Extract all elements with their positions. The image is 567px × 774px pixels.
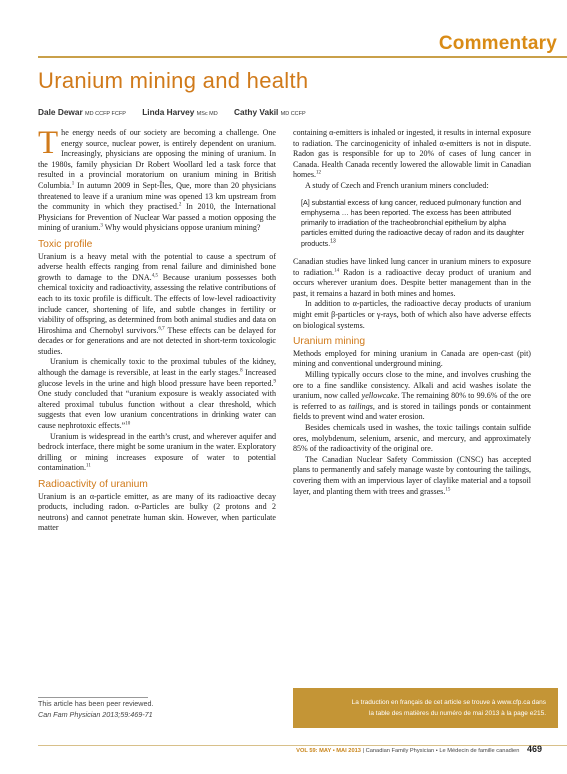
reference-mark: 11 bbox=[86, 463, 91, 469]
section-heading-radioactivity: Radioactivity of uranium bbox=[38, 479, 148, 490]
body-paragraph bbox=[293, 257, 531, 299]
section-label: Commentary bbox=[438, 33, 557, 54]
right-column bbox=[293, 128, 531, 497]
reference-mark: 1 bbox=[71, 181, 75, 187]
drop-cap: T bbox=[38, 125, 59, 161]
body-text: Radon is a radioactive decay product of uranium and occurs wherever uranium does. Despite better management than in the past, it remains a hazard in both mines and homes. bbox=[293, 267, 532, 298]
body-text: These effects can be delayed for decades or for generations and are not detected in short-term toxicologic studies. bbox=[38, 325, 276, 356]
author-credentials: MD CCFP bbox=[280, 111, 306, 117]
emphasis-term: tailings bbox=[348, 401, 373, 411]
body-text: Uranium is widespread in the earth’s crust, and wherever aquifer and bedrock interface, there might be some uranium in the water. Exploratory drilling or mining increases exposure of water to potential contamination. bbox=[38, 431, 276, 473]
citation: Can Fam Physician 2013;59:469-71 bbox=[38, 710, 153, 719]
intro-paragraph bbox=[38, 125, 276, 234]
reference-mark: 8 bbox=[240, 368, 243, 374]
body-paragraph bbox=[38, 252, 276, 358]
french-box-line: la table des matières du numéro de mai 2013 à la page e215. bbox=[368, 710, 546, 717]
block-quote bbox=[293, 198, 531, 249]
body-text: The Canadian Nuclear Safety Commission (CNSC) has accepted plans to permanently and safely manage waste by contouring the tailings, covering them with an impervious layer of claylike material and a topsoil layer, and planting them with trees and grasses. bbox=[293, 454, 531, 496]
french-box-line: La traduction en français de cet article se trouve à www.cfp.ca dans bbox=[351, 699, 546, 706]
intro-text: In 2010, the International Physicians for Prevention of Nuclear War passed a motion opposing the mining of uranium. bbox=[38, 202, 276, 233]
body-text: One study concluded that “uranium exposure is weakly associated with altered proximal tubulus function without a clear threshold, which suggests that even low uranium concentrations in drinking water can cause nephrotoxic effects.” bbox=[38, 389, 276, 431]
article-title: Uranium mining and health bbox=[38, 68, 309, 93]
reference-mark: 13 bbox=[330, 238, 336, 245]
section-heading-uranium-mining: Uranium mining bbox=[293, 336, 366, 348]
intro-text: he energy needs of our society are becoming a challenge. One energy source, nuclear power, is entirely dependent on uranium. Increasingly, physicians are opposing the mining of uranium. In the 1980s, family physician Dr Robert Woollard led a task force that resulted in a provincial moratorium on uranium mining in British Columbia. bbox=[38, 128, 276, 190]
body-paragraph bbox=[293, 128, 531, 181]
quote-text: [A] substantial excess of lung cancer, reduced pulmonary function and emphysema … has been reported. The excess has been attributed primarily to irradiation of the tracheobronchial epithelium by alpha particles emitted during the radioactive decay of radon and its daughter products. bbox=[301, 198, 525, 248]
body-paragraph: Uranium is an α-particle emitter, as are many of its radioactive decay products, including radon. α-Particles are bulky (2 protons and 2 neutrons) and cannot penetrate human skin. However, when particulate matter bbox=[38, 491, 276, 533]
author-name: Dale Dewar bbox=[38, 107, 83, 117]
reference-mark: 4,5 bbox=[151, 273, 158, 279]
author-credentials: MD CCFP FCFP bbox=[85, 111, 126, 117]
author-list bbox=[38, 107, 320, 117]
reference-mark: 9 bbox=[273, 378, 276, 384]
author-credentials: MSc MD bbox=[196, 111, 218, 117]
body-paragraph bbox=[38, 357, 276, 431]
french-translation-box bbox=[293, 688, 558, 728]
body-text: Uranium is a heavy metal with the potential to cause a spectrum of adverse health effects ranging from renal failure and diminished bone growth to damage to the DNA. bbox=[38, 251, 276, 282]
footnote bbox=[38, 698, 153, 720]
page-footer bbox=[296, 744, 542, 754]
body-paragraph: Besides chemicals used in washes, the toxic tailings contain sulfide ores, molybdenum, selenium, arsenic, and mercury, and approximately 85% of the radioactivity of the original ore. bbox=[293, 422, 531, 454]
body-text: Uranium is chemically toxic to the proximal tubules of the kidney, although the damage is reversible, at least in the early stages. bbox=[38, 357, 276, 378]
body-paragraph: In addition to α-particles, the radioactive decay products of uranium might emit β-particles or γ-rays, both of which also have adverse effects on biological systems. bbox=[293, 299, 531, 330]
body-paragraph: A study of Czech and French uranium miners concluded: bbox=[305, 180, 489, 190]
body-text: . The remaining 80% to 99.6% of the ore is referred to as bbox=[293, 391, 532, 411]
reference-mark: 14 bbox=[334, 267, 340, 273]
footer-journal: | Canadian Family Physician • Le Médecin de famille canadien bbox=[362, 748, 520, 754]
body-text: Because uranium possesses both chemical toxicity and radioactivity, assessing the relative contributions of each to its toxic profile is difficult. The effects of low-level radioactivity include cancer, shortening of life, and subtle changes in fertility or viability of offspring, as determined from both animal studies and data on Hiroshima and Chernobyl survivors. bbox=[38, 272, 277, 335]
body-paragraph bbox=[293, 370, 531, 423]
reference-mark: 6,7 bbox=[158, 326, 165, 332]
reference-mark: 15 bbox=[445, 486, 451, 492]
left-column bbox=[38, 125, 277, 534]
reference-mark: 10 bbox=[125, 421, 131, 427]
intro-text: In autumn 2009 in Sept-Îles, Que, more than 20 physicians threatened to leave if a uranium mine was opened 13 km upstream from the community in which they practised. bbox=[38, 180, 276, 212]
body-paragraph bbox=[293, 455, 531, 497]
reference-mark: 12 bbox=[316, 170, 322, 176]
body-text: Canadian studies have linked lung cancer in uranium miners to exposure to radiation. bbox=[293, 257, 531, 277]
peer-review-note: This article has been peer reviewed. bbox=[38, 699, 154, 708]
body-paragraph bbox=[38, 432, 276, 474]
body-text: Milling typically occurs close to the mine, and involves crushing the ore to a fine sandlike consistency. Alkali and acid washes isolate the uranium, now called bbox=[293, 369, 531, 401]
reference-mark: 3 bbox=[100, 223, 103, 229]
body-text: containing α-emitters is inhaled or ingested, it results in internal exposure to radiation. The carcinogenicity of inhaled α-emitters is not in dispute. Radon gas is responsible for up to 20% of cases of lung cancer in Canada. Health Canada recently lowered the allowable limit in Canadian homes. bbox=[293, 128, 531, 180]
body-paragraph: Methods employed for mining uranium in Canada are open-cast (pit) mining and conventional underground mining. bbox=[293, 348, 531, 369]
intro-text: Why would physicians oppose uranium mining? bbox=[102, 223, 261, 233]
reference-mark: 2 bbox=[178, 202, 182, 208]
page-number: 469 bbox=[526, 744, 542, 754]
footer-volume: VOL 59: MAY • MAI 2013 bbox=[296, 748, 361, 754]
section-heading-toxic-profile: Toxic profile bbox=[38, 238, 93, 250]
body-text: , and is stored in tailings ponds or containment fields to prevent wind and water erosion. bbox=[293, 401, 531, 422]
header-rule bbox=[38, 56, 567, 58]
emphasis-term: yellowcake bbox=[361, 391, 398, 401]
author-name: Linda Harvey bbox=[142, 107, 195, 117]
body-text: Increased glucose levels in the urine and high blood pressure have been reported. bbox=[38, 368, 276, 388]
author-name: Cathy Vakil bbox=[234, 107, 279, 117]
